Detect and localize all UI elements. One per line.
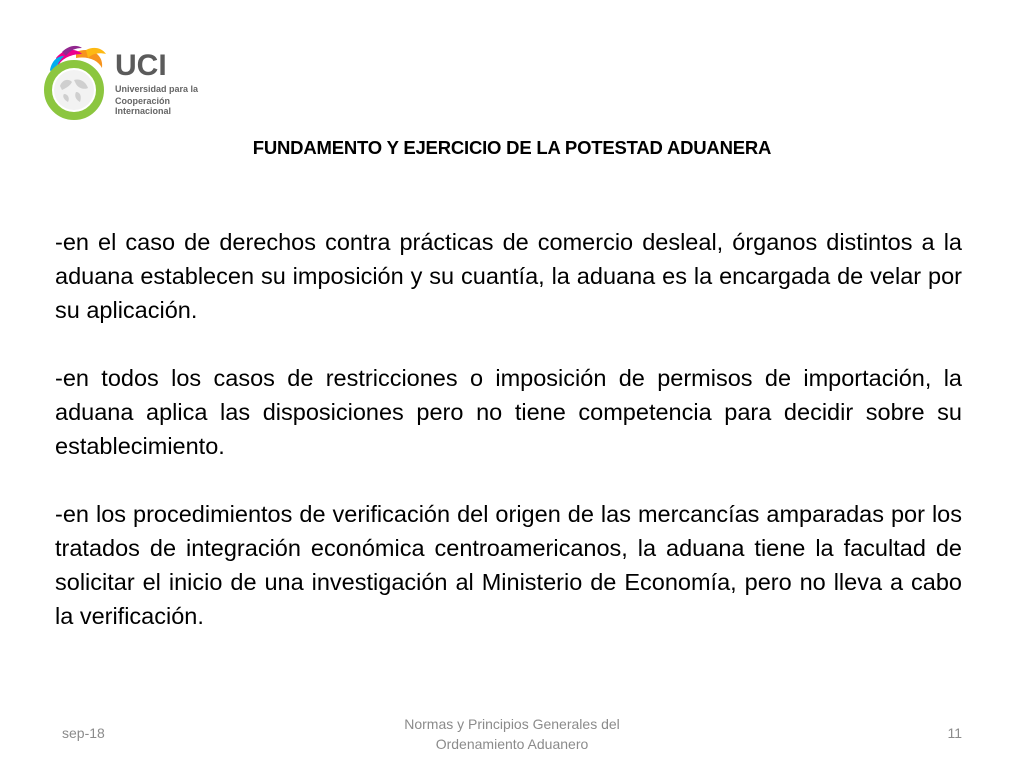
logo-acronym: UCI [115,49,167,82]
slide-title: FUNDAMENTO Y EJERCICIO DE LA POTESTAD ADUANERA [252,137,772,158]
uci-logo-text [115,50,214,116]
slide-body [55,225,962,667]
footer-page-number: 11 [947,725,962,741]
paragraph-3: -en los procedimientos de verificación del origen de las mercancías amparadas por los tratados de integración económica centroamericanos, la aduana tiene la facultad de solicitar el inicio de una investigación al Ministerio de Economía, pero no lleva a cabo la verificación. [55,501,962,629]
paragraph-1: -en el caso de derechos contra prácticas de comercio desleal, órganos distintos a la aduana establecen su imposición y su cuantía, la aduana es la encargada de velar por su aplicación. [55,229,962,323]
uci-logo [42,44,214,128]
uci-logo-icon [42,44,112,128]
paragraph-2: -en todos los casos de restricciones o imposición de permisos de importación, la aduana aplica las disposiciones pero no tiene competencia para decidir sobre su establecimiento. [55,365,962,459]
footer-title-line2: Ordenamiento Aduanero [435,736,589,752]
logo-subtitle-line1: Universidad para la [115,84,199,94]
footer-title-line1: Normas y Principios Generales del [404,716,620,732]
logo-subtitle-line2: Cooperación Internacional [115,96,172,116]
footer-date: sep-18 [62,725,105,741]
footer-title [362,714,662,754]
